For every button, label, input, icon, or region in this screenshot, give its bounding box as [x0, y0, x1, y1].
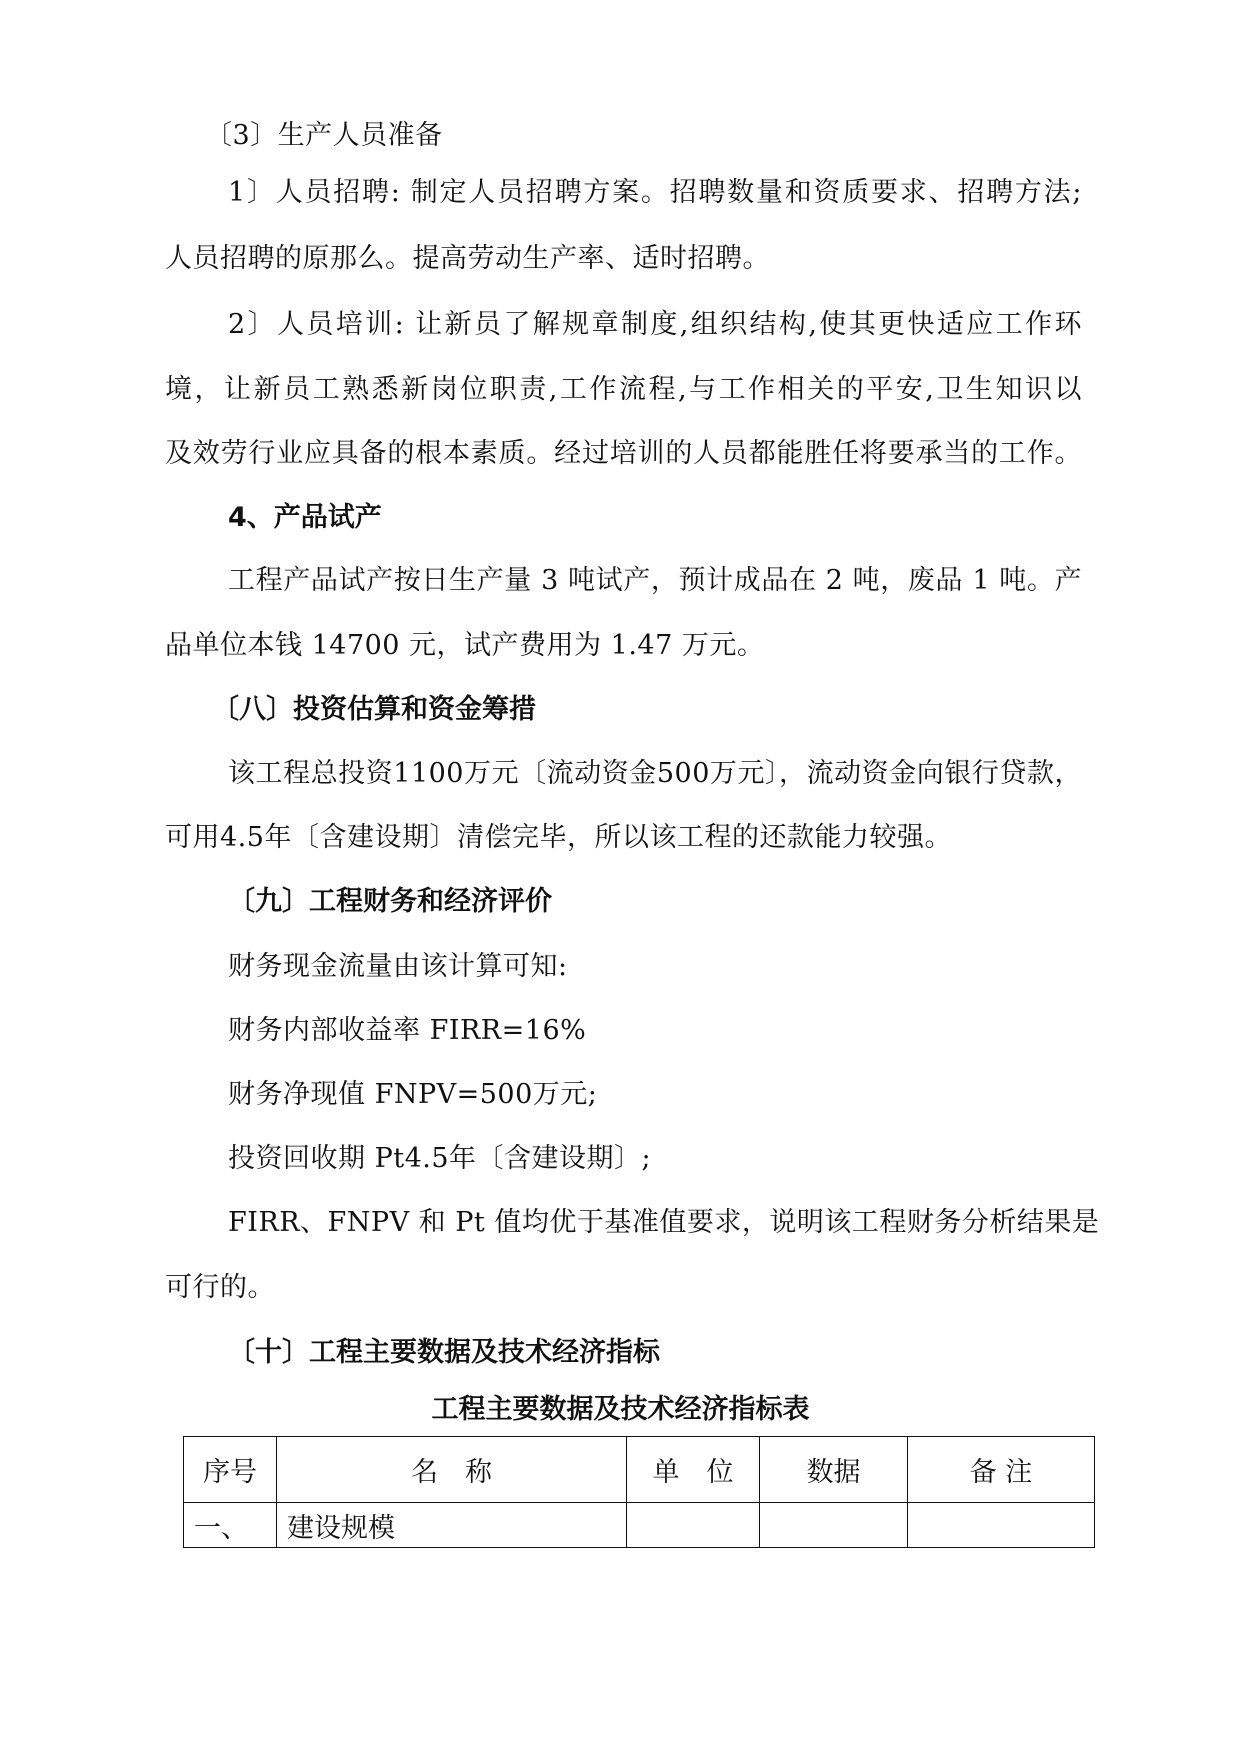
- indicator-table: [183, 1436, 1095, 1548]
- cell-remarks: [908, 1503, 1095, 1548]
- table-header-row: [184, 1437, 1095, 1503]
- header-index: 序号: [184, 1437, 277, 1503]
- sub3-heading: 〔3〕生产人员准备: [205, 120, 443, 151]
- firr-line: 财务内部收益率 FIRR=16%: [228, 1015, 587, 1046]
- section-10-heading: 〔十〕工程主要数据及技术经济指标: [228, 1337, 660, 1368]
- header-data: 数据: [760, 1437, 908, 1503]
- payback-period-line: 投资回收期 Pt4.5年〔含建设期〕;: [228, 1143, 652, 1174]
- trial-paragraph-line-2: 品单位本钱 14700 元，试产费用为 1.47 万元。: [165, 630, 765, 661]
- cell-data: [760, 1503, 908, 1548]
- table-row: [184, 1503, 1095, 1548]
- section-4-heading: 4、产品试产: [228, 502, 382, 533]
- section-9-heading: 〔九〕工程财务和经济评价: [228, 886, 552, 917]
- trial-paragraph-line-1: 工程产品试产按日生产量 3 吨试产，预计成品在 2 吨，废品 1 吨。产: [228, 565, 1082, 596]
- cell-name: 建设规模: [277, 1503, 627, 1548]
- recruit-paragraph-line-1: 1〕人员招聘: 制定人员招聘方案。招聘数量和资质要求、招聘方法;: [228, 177, 1082, 208]
- training-paragraph-line-2: 境，让新员工熟悉新岗位职责,工作流程,与工作相关的平安,卫生知识以: [165, 374, 1082, 405]
- fnpv-line: 财务净现值 FNPV=500万元;: [228, 1079, 598, 1110]
- conclusion-paragraph-line-2: 可行的。: [165, 1272, 275, 1303]
- header-name: 名 称: [277, 1437, 627, 1503]
- cell-unit: [627, 1503, 760, 1548]
- investment-paragraph-line-1: 该工程总投资1100万元〔流动资金500万元〕，流动资金向银行贷款，: [228, 758, 1082, 789]
- header-remarks: 备 注: [908, 1437, 1095, 1503]
- cell-index: 一、: [184, 1503, 277, 1548]
- table-title: 工程主要数据及技术经济指标表: [431, 1394, 810, 1425]
- header-unit: 单 位: [627, 1437, 760, 1503]
- section-8-heading: 〔八〕投资估算和资金筹措: [212, 694, 536, 725]
- training-paragraph-line-1: 2〕人员培训: 让新员了解规章制度,组织结构,使其更快适应工作环: [228, 309, 1082, 340]
- training-paragraph-line-3: 及效劳行业应具备的根本素质。经过培训的人员都能胜任将要承当的工作。: [165, 438, 1082, 469]
- finance-intro: 财务现金流量由该计算可知:: [228, 951, 568, 982]
- conclusion-paragraph-line-1: FIRR、FNPV 和 Pt 值均优于基准值要求，说明该工程财务分析结果是: [228, 1207, 1100, 1238]
- recruit-paragraph-line-2: 人员招聘的原那么。提高劳动生产率、适时招聘。: [165, 243, 770, 274]
- investment-paragraph-line-2: 可用4.5年〔含建设期〕清偿完毕，所以该工程的还款能力较强。: [165, 822, 952, 853]
